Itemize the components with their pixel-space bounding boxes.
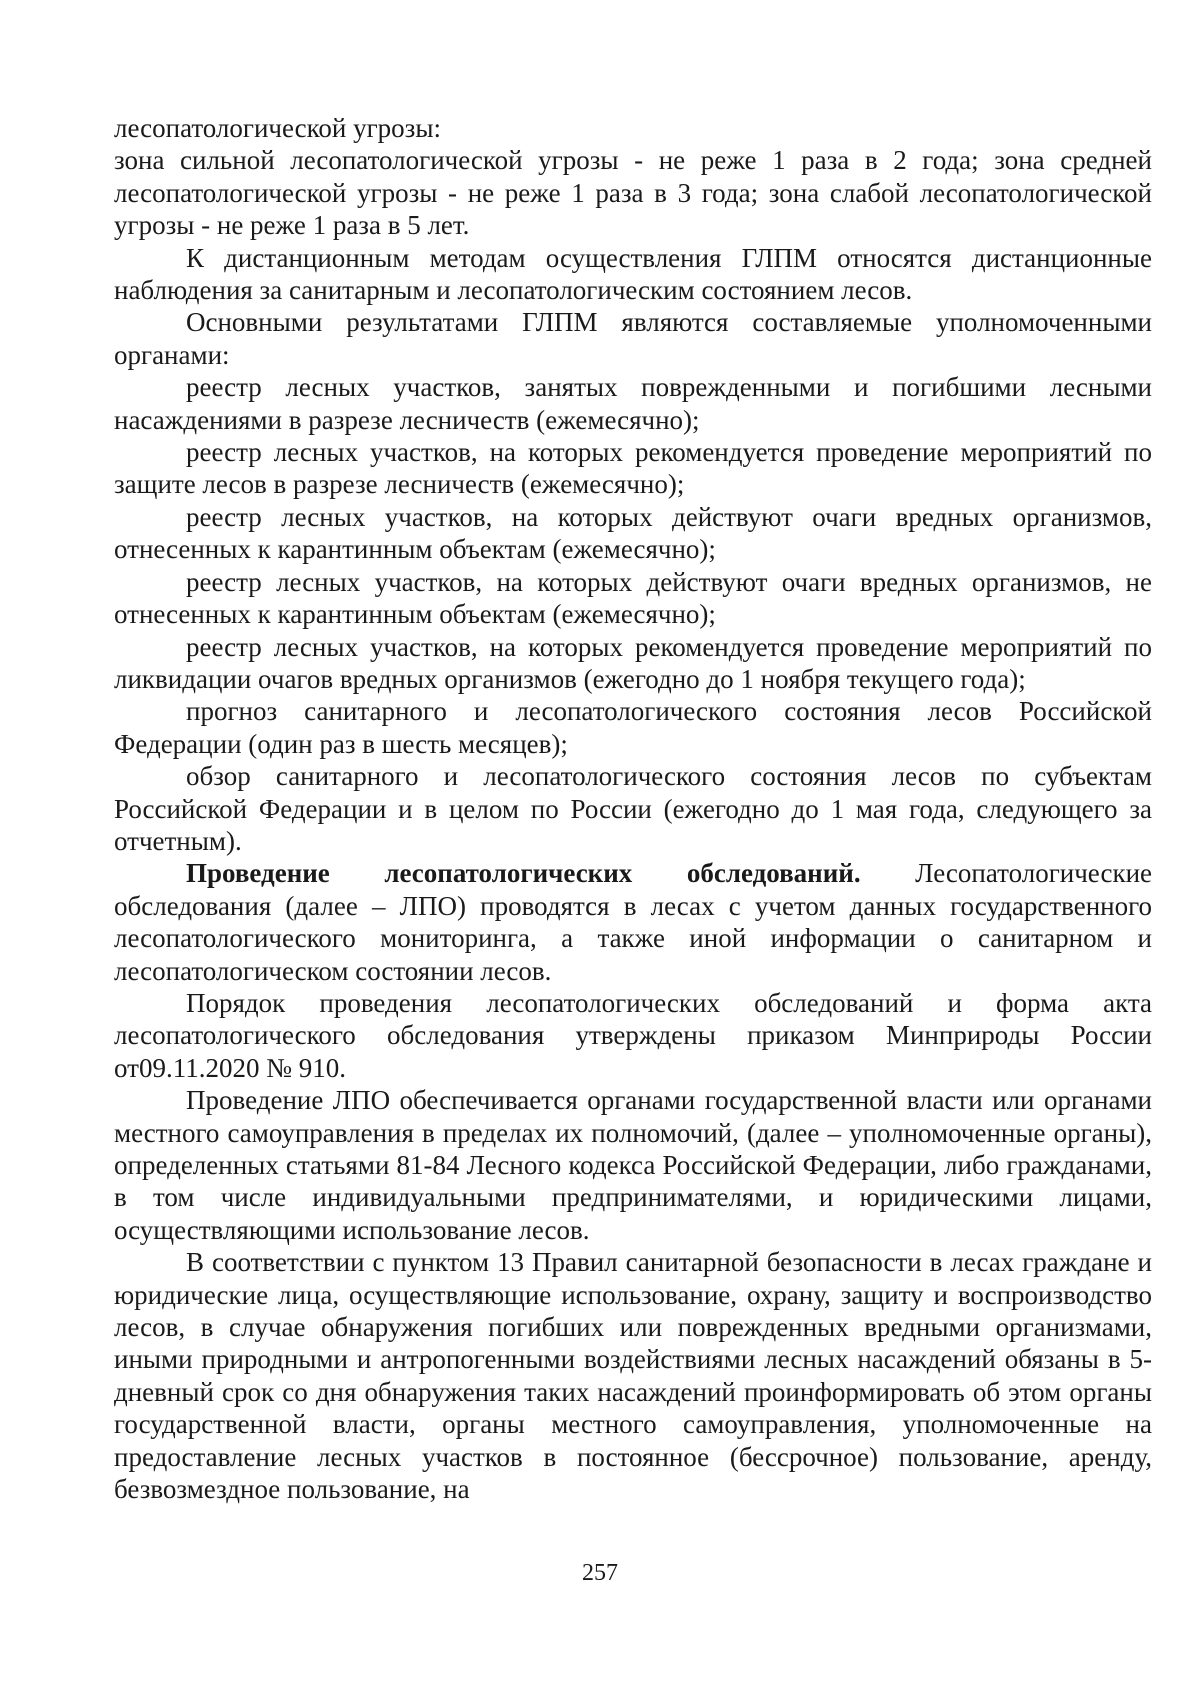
paragraph-forecast: прогноз санитарного и лесопатологического состояния лесов Российской Федерации (один раз в шесть месяцев); bbox=[114, 696, 1152, 759]
paragraph-main-results: Основными результатами ГЛПМ являются составляемые уполномоченными органами: bbox=[114, 307, 1152, 370]
section-heading-surveys: Проведение лесопатологических обследований. bbox=[186, 858, 861, 889]
paragraph-registry-damaged: реестр лесных участков, занятых поврежденными и погибшими лесными насаждениями в разрезе лесничеств (ежемесячно); bbox=[114, 372, 1152, 435]
paragraph-registry-non-quarantine: реестр лесных участков, на которых действуют очаги вредных организмов, не отнесенных к карантинным объектам (ежемесячно); bbox=[114, 566, 1152, 630]
paragraph-surveys bbox=[114, 857, 1152, 987]
paragraph-registry-liquidation: реестр лесных участков, на которых рекомендуется проведение мероприятий по ликвидации очагов вредных организмов (ежегодно до 1 ноября текущего года); bbox=[114, 631, 1152, 694]
paragraph-surveys-text: Лесопатологические обследования (далее – ЛПО) проводятся в лесах с учетом данных государственного лесопатологического мониторинга, а также иной информации о санитарном и лесопатологическом состоянии лесов. bbox=[114, 858, 1152, 986]
paragraph-review: обзор санитарного и лесопатологического состояния лесов по субъектам Российской Федерации и в целом по России (ежегодно до 1 мая года, следующего за отчетным). bbox=[114, 761, 1152, 856]
page-number: 257 bbox=[582, 1560, 618, 1586]
paragraph-threat-zones: зона сильной лесопатологической угрозы - не реже 1 раза в 2 года; зона средней лесопатологической угрозы - не реже 1 раза в 3 года; зона слабой лесопатологической угрозы - не реже 1 раза в 5 лет. bbox=[114, 145, 1152, 241]
paragraph-registry-protection: реестр лесных участков, на которых рекомендуется проведение мероприятий по защите лесов в разрезе лесничеств (ежемесячно); bbox=[114, 437, 1152, 500]
document-body bbox=[114, 112, 1152, 1505]
paragraph-registry-quarantine: реестр лесных участков, на которых действуют очаги вредных организмов, отнесенных к карантинным объектам (ежемесячно); bbox=[114, 501, 1152, 565]
paragraph-procedure: Порядок проведения лесопатологических обследований и форма акта лесопатологического обследования утверждены приказом Минприроды России от09.11.2020 № 910. bbox=[114, 987, 1152, 1083]
paragraph-authorities: Проведение ЛПО обеспечивается органами государственной власти или органами местного самоуправления в пределах их полномочий, (далее – уполномоченные органы), определенных статьями 81-84 Лесного кодекса Российской Федерации, либо гражданами, в том числе индивидуальными предпринимателями, и юридическими лицами, осуществляющими использование лесов. bbox=[114, 1085, 1152, 1245]
paragraph-threat-heading: лесопатологической угрозы: bbox=[114, 113, 441, 143]
paragraph-sanitary-rules: В соответствии с пунктом 13 Правил санитарной безопасности в лесах граждане и юридические лица, осуществляющие использование, охрану, защиту и воспроизводство лесов, в случае обнаружения погибших или поврежденных вредными организмами, иными природными и антропогенными воздействиями лесных насаждений обязаны в 5-дневный срок со дня обнаружения таких насаждений проинформировать об этом органы государственной власти, органы местного самоуправления, уполномоченные на предоставление лесных участков в постоянное (бессрочное) пользование, аренду, безвозмездное пользование, на bbox=[114, 1247, 1152, 1505]
paragraph-remote-methods: К дистанционным методам осуществления ГЛПМ относятся дистанционные наблюдения за санитарным и лесопатологическим состоянием лесов. bbox=[114, 242, 1152, 306]
